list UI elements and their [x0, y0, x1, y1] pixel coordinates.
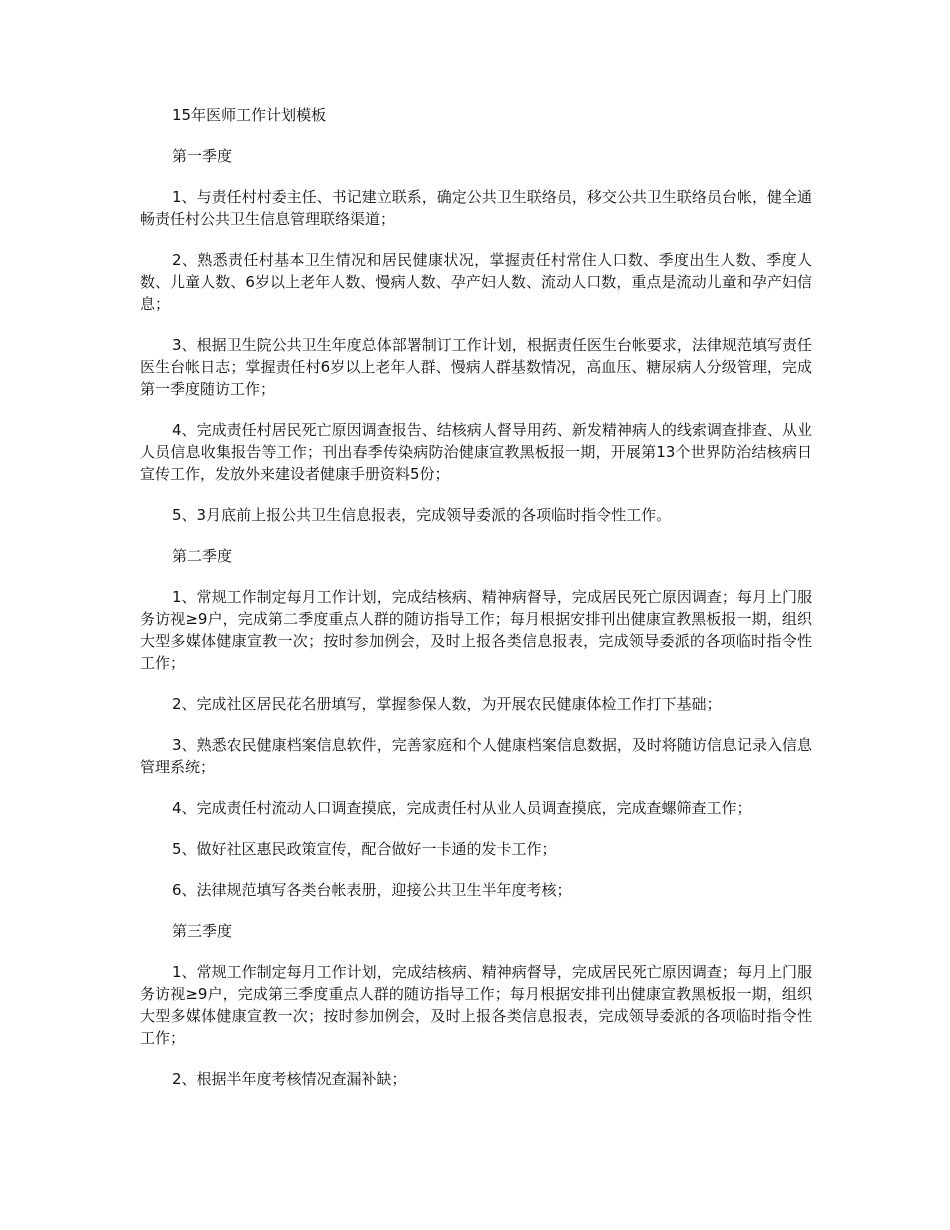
paragraph: 6、法律规范填写各类台帐表册，迎接公共卫生半年度考核； [172, 881, 572, 899]
paragraph: 1、与责任村村委主任、书记建立联系，确定公共卫生联络员，移交公共卫生联络员台帐，健全通畅责任村公共卫生信息管理联络渠道； [140, 188, 812, 228]
document-title: 15年医师工作计划模板 [172, 106, 327, 124]
paragraph: 3、熟悉农民健康档案信息软件，完善家庭和个人健康档案信息数据，及时将随访信息记录入信息管理系统； [140, 736, 812, 776]
paragraph: 4、完成责任村流动人口调查摸底，完成责任村从业人员调查摸底，完成查螺筛查工作； [172, 799, 752, 817]
paragraph: 4、完成责任村居民死亡原因调查报告、结核病人督导用药、新发精神病人的线索调查排查、从业人员信息收集报告等工作；刊出春季传染病防治健康宣教黑板报一期，开展第13个世界防治结核病日宣传工作，发放外来建设者健康手册资料5份； [140, 421, 812, 483]
document-page [140, 104, 812, 1109]
section-heading-q2: 第二季度 [172, 547, 233, 565]
paragraph: 1、常规工作制定每月工作计划，完成结核病、精神病督导，完成居民死亡原因调查；每月上门服务访视≥9户，完成第三季度重点人群的随访指导工作；每月根据安排刊出健康宣教黑板报一期，组织大型多媒体健康宣教一次；按时参加例会，及时上报各类信息报表，完成领导委派的各项临时指令性工作； [140, 963, 812, 1047]
paragraph: 5、做好社区惠民政策宣传，配合做好一卡通的发卡工作； [172, 840, 557, 858]
paragraph: 2、完成社区居民花名册填写，掌握参保人数，为开展农民健康体检工作打下基础； [172, 695, 722, 713]
paragraph: 3、根据卫生院公共卫生年度总体部署制订工作计划，根据责任医生台帐要求，法律规范填写责任医生台帐日志；掌握责任村6岁以上老年人群、慢病人群基数情况，高血压、糖尿病人分级管理，完成第一季度随访工作； [140, 336, 812, 398]
section-heading-q1: 第一季度 [172, 147, 233, 165]
section-heading-q3: 第三季度 [172, 922, 233, 940]
paragraph: 1、常规工作制定每月工作计划，完成结核病、精神病督导，完成居民死亡原因调查；每月上门服务访视≥9户，完成第二季度重点人群的随访指导工作；每月根据安排刊出健康宣教黑板报一期，组织大型多媒体健康宣教一次；按时参加例会，及时上报各类信息报表，完成领导委派的各项临时指令性工作； [140, 588, 812, 672]
paragraph: 5、3月底前上报公共卫生信息报表，完成领导委派的各项临时指令性工作。 [172, 506, 672, 524]
paragraph: 2、熟悉责任村基本卫生情况和居民健康状况，掌握责任村常住人口数、季度出生人数、季度人数、儿童人数、6岁以上老年人数、慢病人数、孕产妇人数、流动人口数，重点是流动儿童和孕产妇信息； [140, 251, 812, 313]
paragraph: 2、根据半年度考核情况查漏补缺； [172, 1070, 407, 1088]
